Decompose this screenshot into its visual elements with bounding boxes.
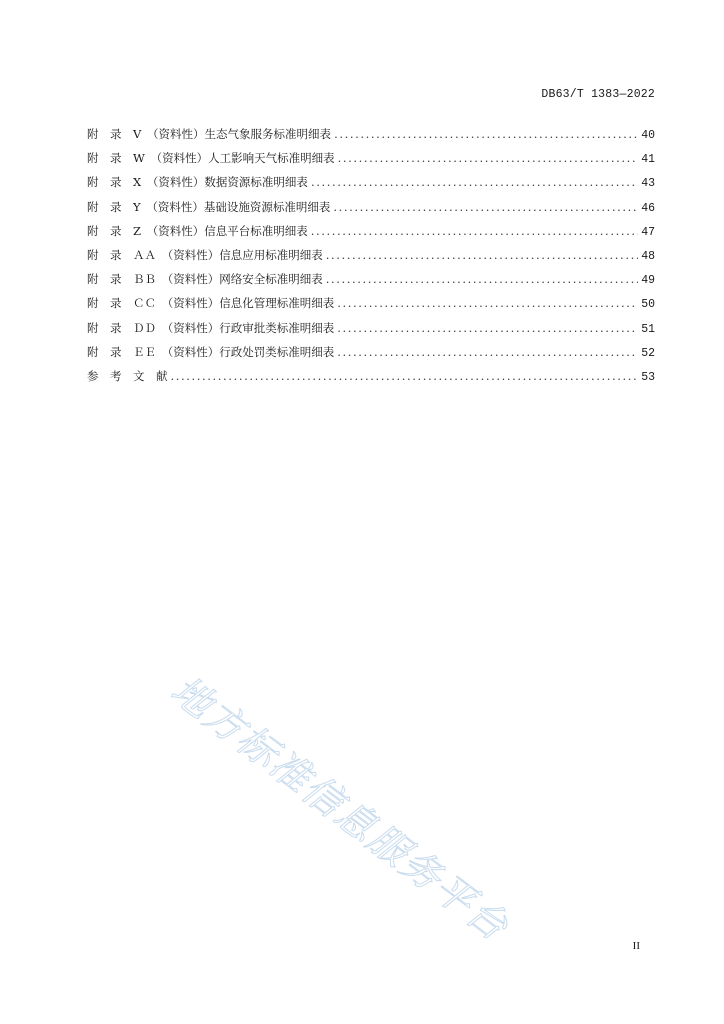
toc-entry-page: 53 — [641, 370, 655, 384]
toc-entry-page: 43 — [641, 177, 655, 191]
toc-entry-label: 附 录 ＥＥ （资料性）行政处罚类标准明细表 — [87, 344, 335, 359]
toc-entry-page: 41 — [641, 153, 655, 167]
toc-entry-label: 附 录 ＡＡ （资料性）信息应用标准明细表 — [87, 247, 323, 262]
toc-entry-appendix-bb[interactable] — [87, 267, 655, 291]
toc-entry-appendix-v[interactable] — [87, 122, 655, 146]
toc-entry-label: 附 录 Z （资料性）信息平台标准明细表 — [87, 223, 308, 238]
toc-leader-dots — [338, 146, 638, 170]
toc-leader-dots — [333, 195, 638, 219]
toc-entry-page: 52 — [641, 346, 655, 360]
toc-entry-page: 40 — [641, 129, 655, 142]
toc-entry-page: 46 — [641, 201, 655, 215]
toc-entry-appendix-dd[interactable] — [87, 316, 655, 340]
toc-entry-appendix-z[interactable] — [87, 219, 655, 243]
watermark: 地方标准信息服务平台 — [162, 667, 517, 951]
toc-entry-page: 49 — [641, 274, 655, 288]
page-number: II — [632, 940, 640, 952]
toc-entry-label: 附 录 X （资料性）数据资源标准明细表 — [87, 175, 308, 190]
toc-entry-label: 附 录 ＢＢ （资料性）网络安全标准明细表 — [87, 272, 323, 287]
toc-entry-page: 50 — [641, 298, 655, 312]
toc-entry-appendix-aa[interactable] — [87, 243, 655, 267]
toc-leader-dots — [334, 122, 638, 146]
toc-leader-dots — [337, 291, 638, 315]
toc-leader-dots — [311, 219, 638, 243]
toc-leader-dots — [171, 364, 639, 388]
toc-entry-appendix-w[interactable] — [87, 146, 655, 170]
toc-entry-label: 参 考 文 献 — [87, 368, 168, 383]
toc-entry-label: 附 录 W （资料性）人工影响天气标准明细表 — [87, 151, 335, 166]
toc-entry-appendix-cc[interactable] — [87, 291, 655, 315]
toc-leader-dots — [337, 340, 638, 364]
toc-entry-label: 附 录 ＤＤ （资料性）行政审批类标准明细表 — [87, 320, 335, 335]
toc-entry-page: 48 — [641, 249, 655, 263]
toc-entry-references[interactable] — [87, 364, 655, 388]
toc-leader-dots — [311, 170, 638, 194]
document-code: DB63/T 1383—2022 — [541, 88, 655, 101]
toc-entry-appendix-x[interactable] — [87, 170, 655, 194]
toc-leader-dots — [337, 316, 638, 340]
toc-entry-label: 附 录 Y （资料性）基础设施资源标准明细表 — [87, 199, 331, 214]
toc-leader-dots — [326, 267, 638, 291]
toc-entry-label: 附 录 ＣＣ （资料性）信息化管理标准明细表 — [87, 296, 335, 311]
toc-entry-appendix-y[interactable] — [87, 195, 655, 219]
toc-entry-label: 附 录 V （资料性）生态气象服务标准明细表 — [87, 127, 332, 141]
toc-leader-dots — [326, 243, 638, 267]
table-of-contents — [87, 122, 655, 388]
toc-entry-appendix-ee[interactable] — [87, 340, 655, 364]
toc-entry-page: 47 — [641, 225, 655, 239]
toc-entry-page: 51 — [641, 322, 655, 336]
